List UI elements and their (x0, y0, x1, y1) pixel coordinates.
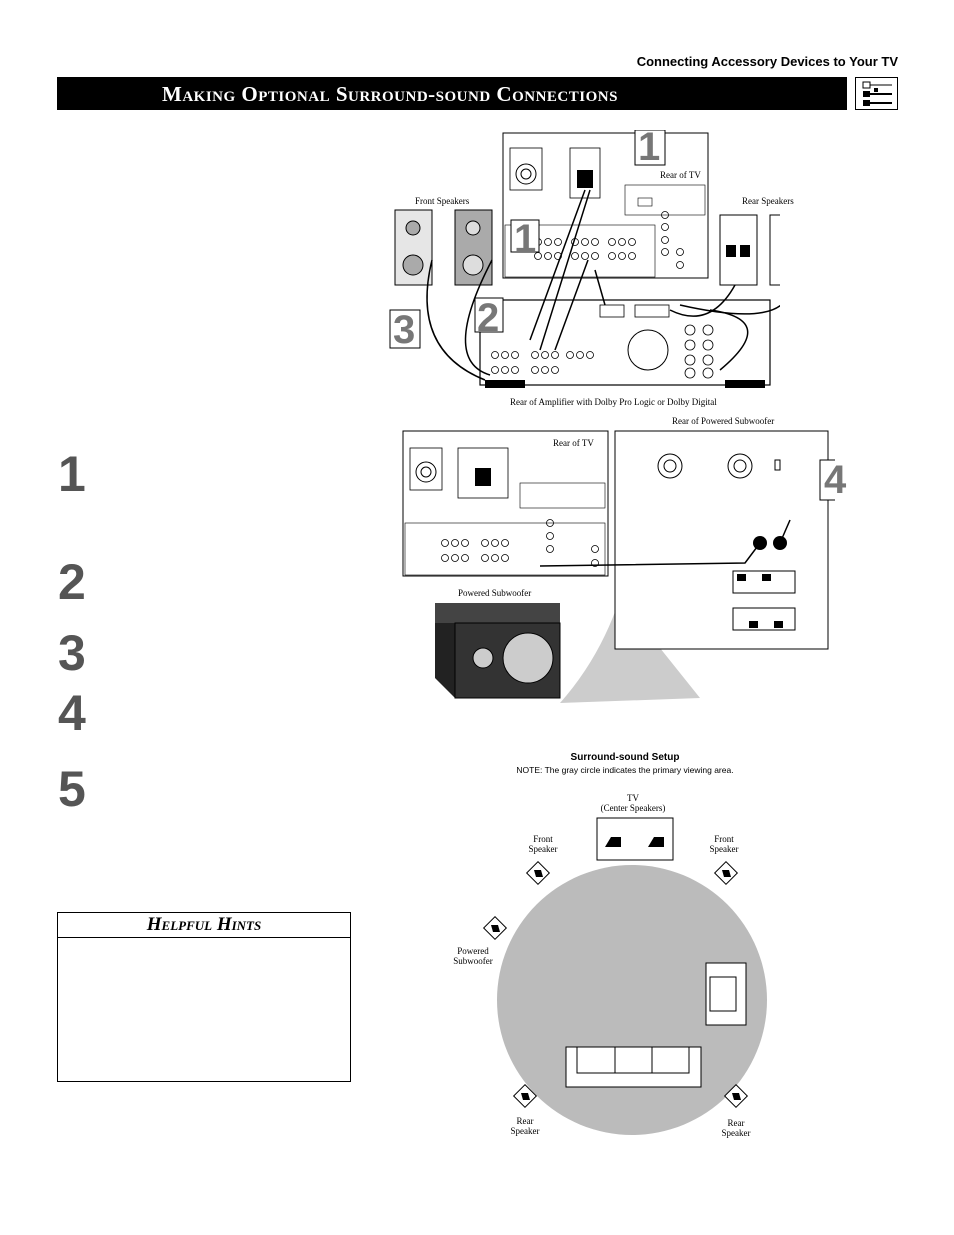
rear-left-line1: Rear (516, 1116, 534, 1126)
step-number-4: 4 (58, 685, 86, 741)
amplifier-connection-diagram (380, 130, 780, 415)
callout-3: 3 (393, 308, 416, 352)
callout-1-top: 1 (638, 125, 661, 169)
front-right-line1: Front (714, 834, 734, 844)
section-label: Connecting Accessory Devices to Your TV (636, 54, 898, 69)
tv-label (583, 793, 683, 813)
powered-subwoofer-label: Powered Subwoofer (458, 588, 532, 598)
helpful-hints-title: Helpful Hints (58, 913, 350, 938)
page-title: Making Optional Surround-sound Connections (57, 77, 847, 110)
callout-1-mid: 1 (514, 217, 537, 261)
front-left-line2: Speaker (528, 844, 558, 854)
front-left-line1: Front (533, 834, 553, 844)
surround-setup-diagram (440, 815, 780, 1135)
front-right-speaker-label (694, 834, 754, 854)
setup-note: NOTE: The gray circle indicates the primary viewing area. (516, 765, 734, 775)
front-right-line2: Speaker (709, 844, 739, 854)
rear-of-subwoofer-label: Rear of Powered Subwoofer (672, 416, 775, 426)
connection-icon (855, 77, 898, 110)
rear-left-speaker-label (495, 1116, 555, 1136)
front-speakers-label: Front Speakers (415, 196, 470, 206)
step-number-2: 2 (58, 554, 86, 610)
subwoofer-speaker-label (443, 946, 503, 966)
subwoofer-connection-diagram (400, 428, 835, 703)
tv-label-line2: (Center Speakers) (600, 803, 666, 813)
step-number-5: 5 (58, 761, 86, 817)
setup-title: Surround-sound Setup (570, 752, 680, 763)
amplifier-caption: Rear of Amplifier with Dolby Pro Logic or Dolby Digital (510, 397, 717, 407)
callout-2: 2 (477, 296, 500, 340)
rear-left-line2: Speaker (510, 1126, 540, 1136)
helpful-hints-box (57, 912, 351, 1082)
rear-of-tv-label: Rear of TV (660, 170, 701, 180)
step-number-1: 1 (58, 446, 86, 502)
rear-right-line2: Speaker (721, 1128, 751, 1138)
subwoofer-line1: Powered (457, 946, 489, 956)
rear-speakers-label: Rear Speakers (742, 196, 794, 206)
callout-4: 4 (824, 458, 847, 502)
front-left-speaker-label (513, 834, 573, 854)
subwoofer-line2: Subwoofer (453, 956, 493, 966)
rear-of-tv-label-2: Rear of TV (553, 438, 594, 448)
rear-right-line1: Rear (727, 1118, 745, 1128)
rear-right-speaker-label (706, 1118, 766, 1138)
step-number-3: 3 (58, 625, 86, 681)
tv-label-line1: TV (627, 793, 639, 803)
